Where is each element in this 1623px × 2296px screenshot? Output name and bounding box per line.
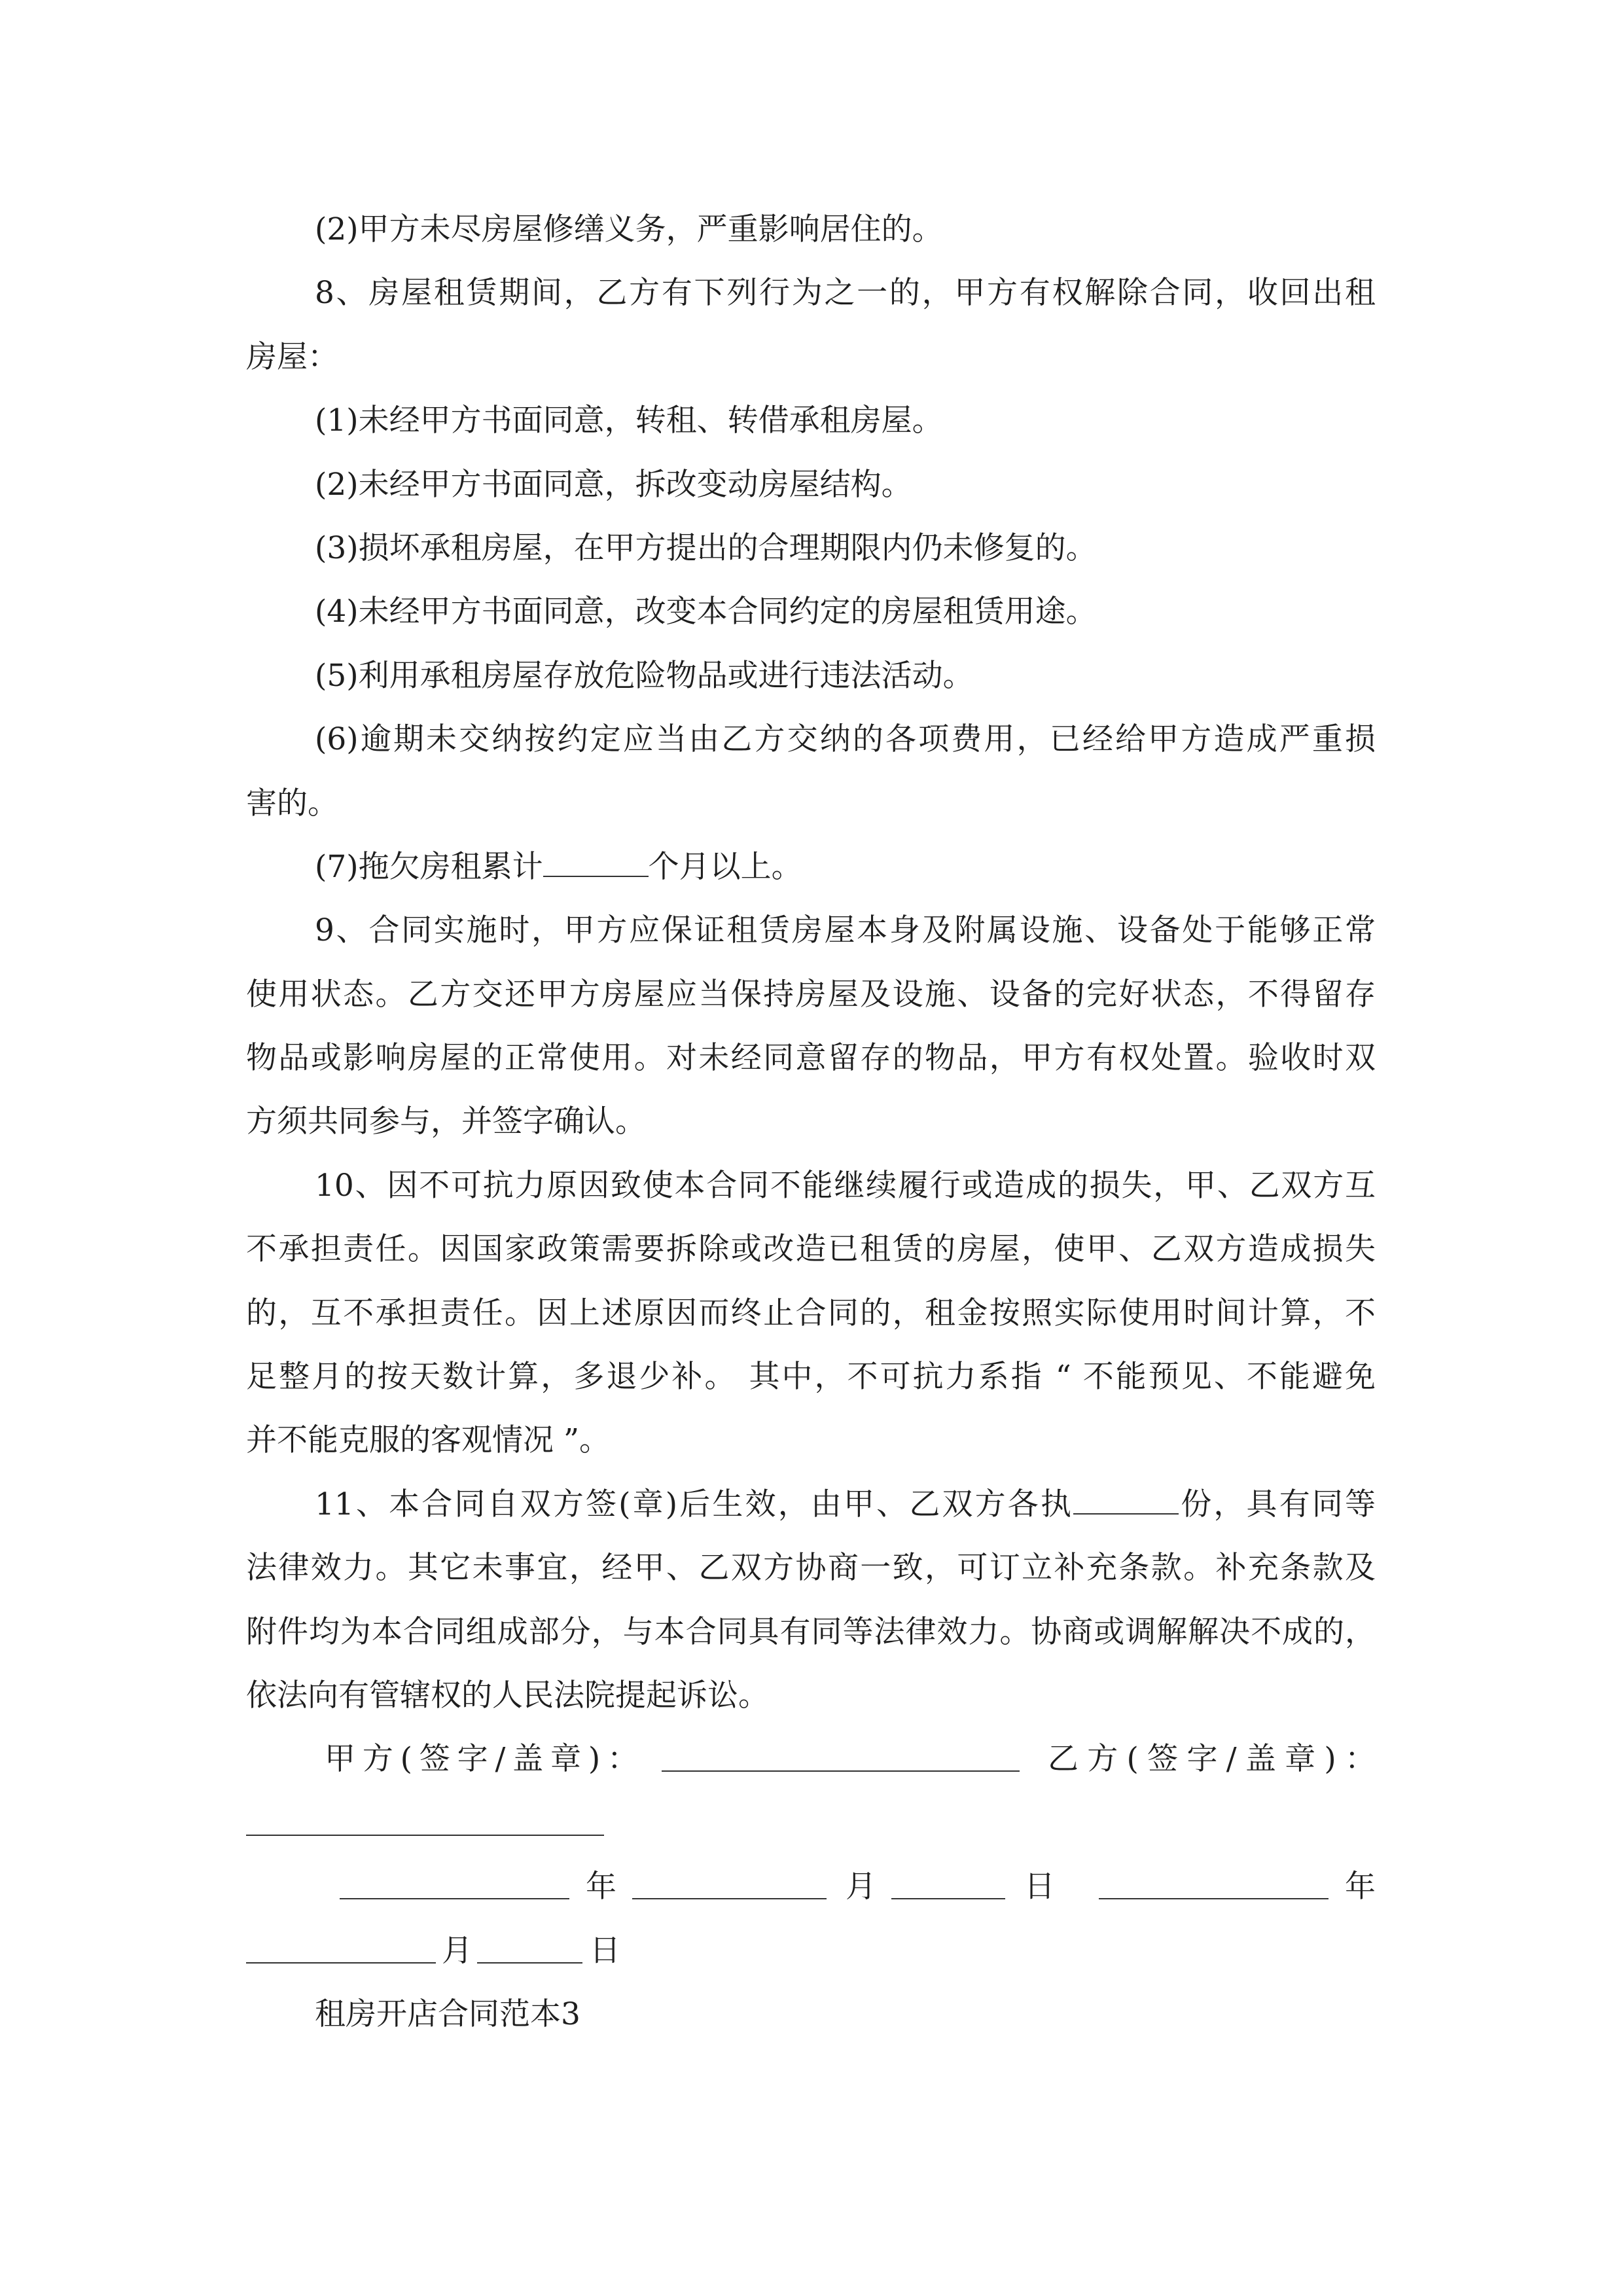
signature-continuation-row	[0, 1791, 1623, 1855]
party-a-month-blank	[632, 1898, 827, 1899]
text-segment: 份，具有同等	[1179, 1486, 1376, 1522]
text-line: (2)未经甲方书面同意，拆改变动房屋结构。	[315, 466, 912, 503]
text-line: 法律效力。其它未事宜，经甲、乙双方协商一致，可订立补充条款。补充条款及	[246, 1550, 1376, 1587]
paragraph	[0, 835, 1623, 899]
fill-in-blank	[1073, 1487, 1179, 1515]
party-a-year-blank	[340, 1898, 569, 1899]
party-b-signature-label: 乙方(签字/盖章)：	[1048, 1741, 1376, 1778]
next-section-title: 租房开店合同范本3	[315, 1996, 580, 2032]
text-line: (6)逾期未交纳按约定应当由乙方交纳的各项费用，已经给甲方造成严重损	[315, 721, 1376, 758]
paragraph	[0, 198, 1623, 261]
text-segment: 个月以上。	[648, 848, 802, 885]
text-line: (4)未经甲方书面同意，改变本合同约定的房屋租赁用途。	[315, 594, 1097, 630]
paragraph	[0, 516, 1623, 580]
date-row	[0, 1855, 1623, 1918]
text-line: (2)甲方未尽房屋修缮义务，严重影响居住的。	[315, 211, 943, 247]
paragraph	[0, 389, 1623, 452]
party-a-signature-label: 甲方(签字/盖章)：	[325, 1741, 638, 1778]
signature-row	[0, 1727, 1623, 1791]
paragraph	[0, 453, 1623, 516]
party-b-day-label: 日	[590, 1932, 620, 1969]
text-line	[246, 835, 1376, 899]
text-line: 9、合同实施时，甲方应保证租赁房屋本身及附属设施、设备处于能够正常	[315, 912, 1376, 949]
party-a-year-label: 年	[586, 1869, 616, 1905]
party-b-month-blank	[246, 1962, 436, 1964]
text-segment: 11、本合同自双方签(章)后生效，由甲、乙双方各执	[315, 1486, 1074, 1522]
paragraph	[0, 899, 1623, 1154]
fill-in-blank	[543, 850, 649, 877]
text-line: 使用状态。乙方交还甲方房屋应当保持房屋及设施、设备的完好状态，不得留存	[246, 976, 1376, 1013]
paragraph	[0, 580, 1623, 643]
party-a-month-label: 月	[846, 1869, 876, 1905]
party-b-day-blank	[477, 1962, 582, 1964]
party-b-signature-line	[246, 1835, 604, 1836]
text-line: (1)未经甲方书面同意，转租、转借承租房屋。	[315, 403, 943, 439]
text-line: 并不能克服的客观情况 ”。	[246, 1422, 610, 1459]
text-line: 附件均为本合同组成部分，与本合同具有同等法律效力。协商或调解解决不成的，	[246, 1613, 1376, 1650]
paragraph	[0, 1154, 1623, 1473]
text-segment: (7)拖欠房租累计	[315, 848, 543, 885]
paragraph	[0, 1473, 1623, 1728]
text-line: 不承担责任。因国家政策需要拆除或改造已租赁的房屋，使甲、乙双方造成损失	[246, 1231, 1376, 1268]
party-a-day-blank	[891, 1898, 1005, 1899]
text-line: 方须共同参与，并签字确认。	[246, 1103, 646, 1140]
text-line: 足整月的按天数计算，多退少补。 其中，不可抗力系指 “ 不能预见、不能避免	[246, 1359, 1376, 1395]
party-b-month-label: 月	[442, 1932, 473, 1969]
text-line: (3)损坏承租房屋，在甲方提出的合理期限内仍未修复的。	[315, 529, 1097, 566]
paragraph	[0, 644, 1623, 708]
text-line: (5)利用承租房屋存放危险物品或进行违法活动。	[315, 657, 974, 694]
text-line: 依法向有管辖权的人民法院提起诉讼。	[246, 1677, 769, 1713]
party-a-signature-line	[662, 1770, 1020, 1772]
paragraph	[0, 261, 1623, 389]
date-continuation-row	[0, 1919, 1623, 1982]
party-b-year-label: 年	[1345, 1869, 1376, 1905]
party-a-day-label: 日	[1024, 1869, 1055, 1905]
text-line: 的，互不承担责任。因上述原因而终止合同的，租金按照实际使用时间计算，不	[246, 1295, 1376, 1331]
text-line: 10、因不可抗力原因致使本合同不能继续履行或造成的损失，甲、乙双方互	[315, 1167, 1376, 1204]
document-body	[0, 198, 1623, 2046]
text-line: 房屋：	[246, 338, 338, 375]
party-b-year-blank	[1099, 1898, 1329, 1899]
paragraph	[0, 708, 1623, 835]
text-line	[246, 1473, 1376, 1536]
text-line: 害的。	[246, 785, 338, 821]
text-line: 8、房屋租赁期间，乙方有下列行为之一的，甲方有权解除合同，收回出租	[315, 275, 1376, 312]
text-line: 物品或影响房屋的正常使用。对未经同意留存的物品，甲方有权处置。验收时双	[246, 1040, 1376, 1077]
